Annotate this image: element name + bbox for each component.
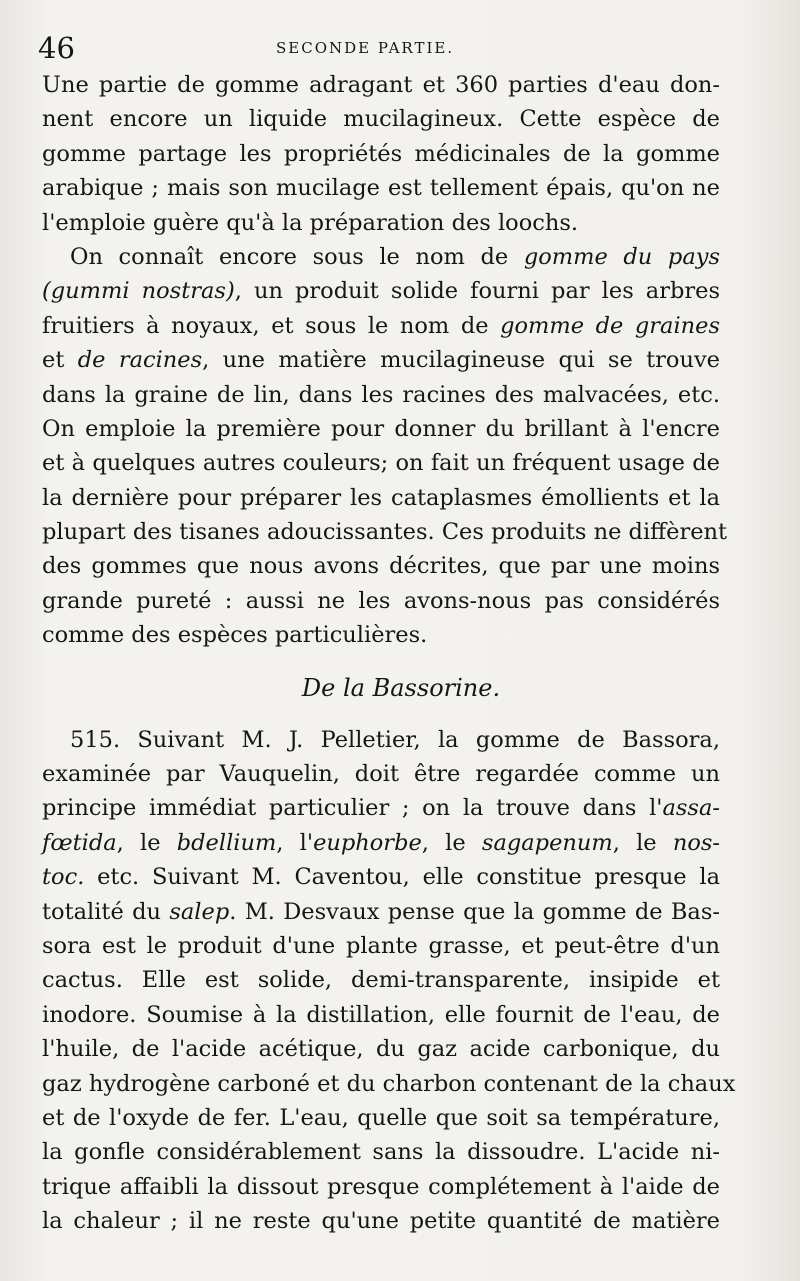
body-text [42, 68, 736, 1239]
running-head: SECONDE PARTIE. [276, 39, 455, 57]
text-line: On emploie la première pour donner du brillant à l'encre [42, 415, 720, 442]
text-line: et à quelques autres couleurs; on fait un fréquent usage de [42, 450, 720, 477]
page-header [38, 30, 718, 66]
text-line: fœtida, le bdellium, l'euphorbe, le sagapenum, le nos- [42, 829, 721, 856]
text-line: dans la graine de lin, dans les racines des malvacées, etc. [42, 381, 720, 408]
text-line: nent encore un liquide mucilagineux. Cette espèce de [42, 106, 720, 133]
text-line: gomme partage les propriétés médicinales de la gomme [42, 140, 720, 167]
text-line: principe immédiat particulier ; on la trouve dans l'assa- [42, 795, 720, 822]
text-line: la dernière pour préparer les cataplasmes émollients et la [42, 484, 720, 511]
text-line: trique affaibli la dissout presque complétement à l'aide de [42, 1173, 720, 1200]
text-line: cactus. Elle est solide, demi-transparente, insipide et [42, 967, 720, 994]
text-line: toc. etc. Suivant M. Caventou, elle constitue presque la [42, 864, 720, 891]
section-title: De la Bassorine. [301, 673, 501, 702]
text-line: grande pureté : aussi ne les avons-nous pas considérés [42, 587, 720, 614]
text-line: l'huile, de l'acide acétique, du gaz acide carbonique, du [42, 1036, 720, 1063]
text-line: 515. Suivant M. J. Pelletier, la gomme de Bassora, [70, 726, 720, 753]
text-line: et de l'oxyde de fer. L'eau, quelle que soit sa température, [42, 1104, 720, 1131]
page-number: 46 [38, 31, 75, 65]
text-line: des gommes que nous avons décrites, que par une moins [42, 553, 720, 580]
text-line: arabique ; mais son mucilage est tellement épais, qu'on ne [42, 175, 720, 202]
text-line: la chaleur ; il ne reste qu'une petite quantité de matière [42, 1208, 720, 1235]
text-line: totalité du salep. M. Desvaux pense que la gomme de Bas- [42, 898, 720, 925]
text-line: gaz hydrogène carboné et du charbon contenant de la chaux [42, 1070, 736, 1097]
text-line: l'emploie guère qu'à la préparation des loochs. [42, 209, 579, 236]
text-line: comme des espèces particulières. [42, 622, 428, 649]
text-line: sora est le produit d'une plante grasse, et peut-être d'un [42, 932, 720, 959]
text-line: et de racines, une matière mucilagineuse qui se trouve [42, 347, 720, 374]
text-line: inodore. Soumise à la distillation, elle fournit de l'eau, de [42, 1001, 720, 1028]
text-line: fruitiers à noyaux, et sous le nom de gomme de graines [42, 312, 720, 339]
text-line: (gummi nostras), un produit solide fourni par les arbres [42, 278, 721, 305]
text-line: la gonfle considérablement sans la dissoudre. L'acide ni- [42, 1139, 720, 1166]
text-line: Une partie de gomme adragant et 360 parties d'eau don- [42, 72, 720, 98]
text-line: examinée par Vauquelin, doit être regardée comme un [42, 761, 720, 788]
text-line: On connaît encore sous le nom de gomme du pays [70, 243, 720, 270]
text-line: plupart des tisanes adoucissantes. Ces produits ne diffèrent [42, 519, 728, 546]
